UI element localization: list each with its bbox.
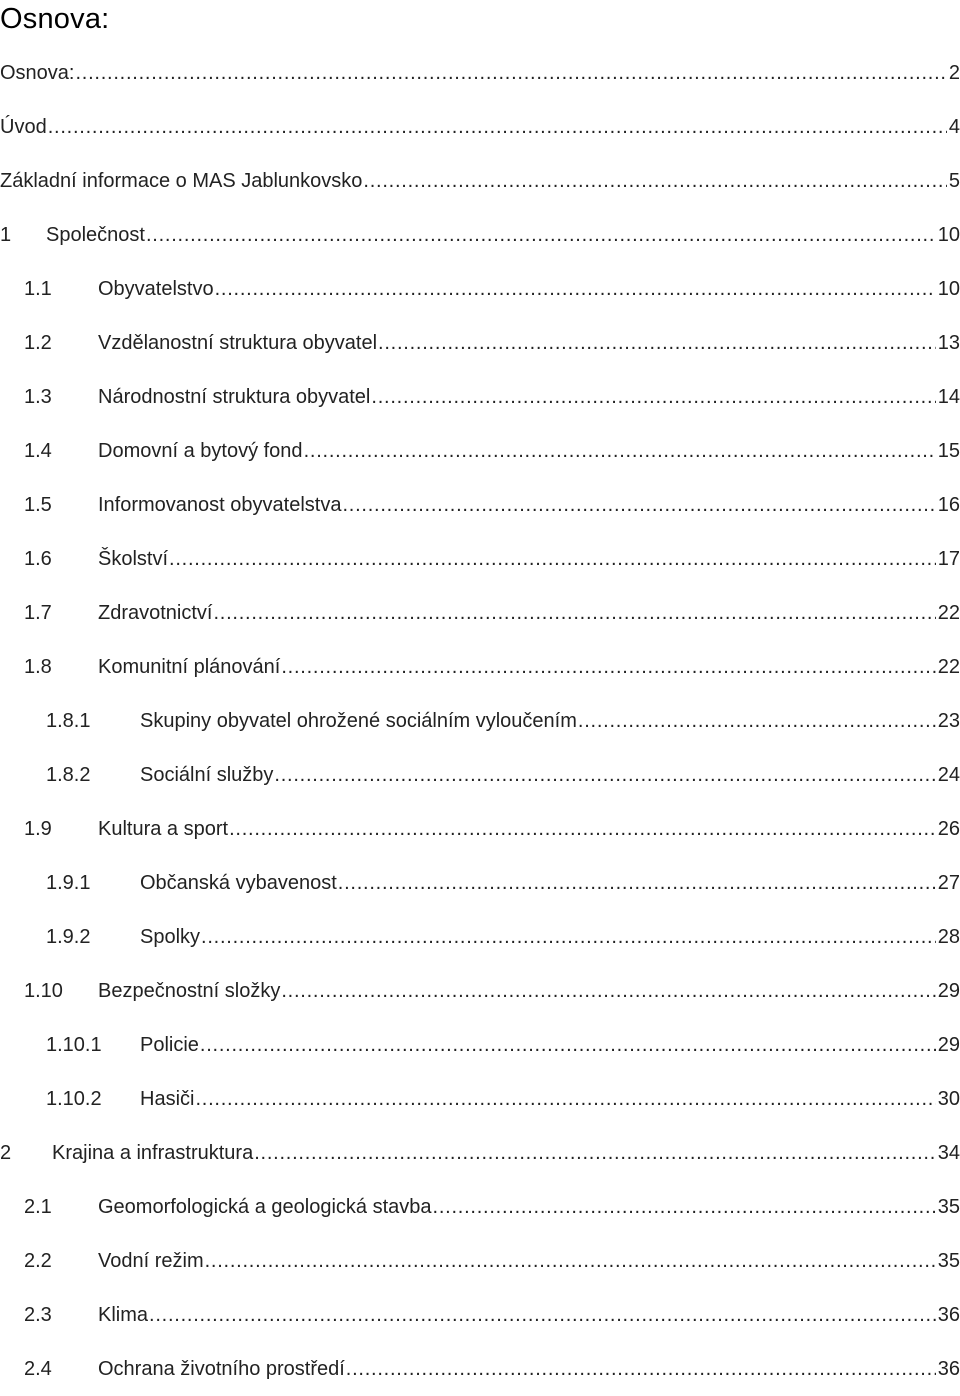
toc-entry-page: 14 (937, 386, 960, 408)
dot-leader (274, 763, 935, 787)
toc-entry-title: Policie (140, 1034, 199, 1056)
toc-entry-number: 1.5 (24, 494, 52, 516)
toc-entry-page: 22 (937, 602, 960, 624)
toc-entry[interactable] (0, 640, 960, 694)
dot-leader (371, 385, 935, 409)
toc-entry-number: 2.2 (24, 1250, 52, 1272)
toc-entry-page: 36 (937, 1358, 960, 1380)
dot-leader (378, 331, 936, 355)
toc-entry-number: 1.8.1 (46, 710, 91, 732)
dot-leader (578, 709, 936, 733)
toc-entry-page: 2 (948, 62, 960, 84)
toc-entry-title: Klima (98, 1304, 149, 1326)
dot-leader (229, 817, 936, 841)
toc-entry-number: 1.10.2 (46, 1088, 102, 1110)
toc-entry[interactable] (0, 532, 960, 586)
toc-entry-page: 16 (937, 494, 960, 516)
toc-entry-number: 1.7 (24, 602, 52, 624)
toc-entry[interactable] (0, 964, 960, 1018)
toc-entry-page: 13 (937, 332, 960, 354)
toc-entry-page: 35 (937, 1250, 960, 1272)
toc-entry-number: 2 (0, 1142, 12, 1164)
dot-leader (338, 871, 936, 895)
dot-leader (169, 547, 936, 571)
toc-entry-number: 1.1 (24, 278, 52, 300)
toc-entry-number: 1.6 (24, 548, 52, 570)
toc-entry[interactable] (0, 208, 960, 262)
toc-entry-number: 1.10.1 (46, 1034, 102, 1056)
toc-entry-number: 1.4 (24, 440, 52, 462)
toc-entry-title: Osnova: (0, 62, 75, 84)
toc-entry-title: Skupiny obyvatel ohrožené sociálním vyloučením (140, 710, 577, 732)
toc-entry-title: Domovní a bytový fond (98, 440, 303, 462)
toc-entry-title: Hasiči (140, 1088, 195, 1110)
toc-entry-page: 17 (937, 548, 960, 570)
toc-entry-page: 23 (937, 710, 960, 732)
page-title: Osnova: (0, 3, 110, 35)
toc-entry-number: 1.10 (24, 980, 63, 1002)
toc-entry-page: 36 (937, 1304, 960, 1326)
toc-entry-number: 1.2 (24, 332, 52, 354)
dot-leader (342, 493, 935, 517)
toc-entry[interactable] (0, 694, 960, 748)
toc-entry[interactable] (0, 370, 960, 424)
toc-entry-title: Základní informace o MAS Jablunkovsko (0, 170, 363, 192)
table-of-contents (0, 46, 960, 1396)
toc-entry-page: 24 (937, 764, 960, 786)
dot-leader (254, 1141, 936, 1165)
toc-entry-title: Krajina a infrastruktura (52, 1142, 254, 1164)
toc-entry-page: 29 (937, 980, 960, 1002)
toc-entry-title: Geomorfologická a geologická stavba (98, 1196, 432, 1218)
dot-leader (213, 601, 935, 625)
dot-leader (195, 1087, 935, 1111)
dot-leader (200, 1033, 936, 1057)
toc-entry-number: 2.3 (24, 1304, 52, 1326)
toc-entry[interactable] (0, 586, 960, 640)
toc-entry-title: Zdravotnictví (98, 602, 213, 624)
toc-entry[interactable] (0, 1180, 960, 1234)
toc-entry-page: 34 (937, 1142, 960, 1164)
dot-leader (281, 979, 935, 1003)
toc-entry-title: Spolky (140, 926, 201, 948)
toc-entry-number: 2.4 (24, 1358, 52, 1380)
toc-entry-page: 10 (937, 224, 960, 246)
dot-leader (281, 655, 935, 679)
toc-entry-title: Národnostní struktura obyvatel (98, 386, 371, 408)
toc-entry[interactable] (0, 46, 960, 100)
dot-leader (215, 277, 936, 301)
toc-entry-number: 1.8.2 (46, 764, 91, 786)
toc-entry-title: Obyvatelstvo (98, 278, 214, 300)
toc-entry[interactable] (0, 424, 960, 478)
toc-entry[interactable] (0, 856, 960, 910)
toc-entry[interactable] (0, 478, 960, 532)
toc-entry[interactable] (0, 154, 960, 208)
toc-entry-number: 1 (0, 224, 12, 246)
toc-entry-title: Školství (98, 548, 169, 570)
toc-entry-title: Komunitní plánování (98, 656, 281, 678)
dot-leader (363, 169, 946, 193)
toc-entry[interactable] (0, 1126, 960, 1180)
dot-leader (201, 925, 936, 949)
dot-leader (346, 1357, 936, 1381)
toc-entry-number: 1.9.1 (46, 872, 91, 894)
toc-entry-title: Občanská vybavenost (140, 872, 337, 894)
toc-entry-page: 5 (948, 170, 960, 192)
dot-leader (146, 223, 936, 247)
toc-entry[interactable] (0, 262, 960, 316)
dot-leader (75, 61, 946, 85)
toc-entry-number: 1.3 (24, 386, 52, 408)
toc-entry-page: 10 (937, 278, 960, 300)
toc-entry-page: 29 (937, 1034, 960, 1056)
dot-leader (149, 1303, 936, 1327)
toc-entry[interactable] (0, 100, 960, 154)
dot-leader (48, 115, 947, 139)
toc-entry-title: Vzdělanostní struktura obyvatel (98, 332, 378, 354)
toc-entry[interactable] (0, 1342, 960, 1396)
toc-entry-title: Ochrana životního prostředí (98, 1358, 345, 1380)
toc-entry[interactable] (0, 1018, 960, 1072)
toc-entry[interactable] (0, 748, 960, 802)
toc-entry[interactable] (0, 316, 960, 370)
toc-entry[interactable] (0, 802, 960, 856)
toc-entry[interactable] (0, 1072, 960, 1126)
dot-leader (304, 439, 936, 463)
toc-entry-page: 26 (937, 818, 960, 840)
toc-entry-page: 22 (937, 656, 960, 678)
toc-entry-title: Vodní režim (98, 1250, 204, 1272)
toc-entry-page: 35 (937, 1196, 960, 1218)
toc-entry-page: 30 (937, 1088, 960, 1110)
toc-entry-page: 28 (937, 926, 960, 948)
toc-entry-title: Kultura a sport (98, 818, 229, 840)
toc-entry-page: 27 (937, 872, 960, 894)
toc-entry[interactable] (0, 1288, 960, 1342)
toc-entry-number: 2.1 (24, 1196, 52, 1218)
toc-entry-title: Společnost (46, 224, 145, 246)
toc-entry[interactable] (0, 910, 960, 964)
dot-leader (205, 1249, 936, 1273)
toc-entry-number: 1.8 (24, 656, 52, 678)
toc-entry-page: 4 (948, 116, 960, 138)
toc-entry-title: Informovanost obyvatelstva (98, 494, 342, 516)
toc-entry-number: 1.9 (24, 818, 52, 840)
toc-entry-page: 15 (937, 440, 960, 462)
toc-entry-title: Sociální služby (140, 764, 274, 786)
toc-entry-title: Bezpečnostní složky (98, 980, 281, 1002)
toc-entry[interactable] (0, 1234, 960, 1288)
dot-leader (433, 1195, 936, 1219)
toc-entry-title: Úvod (0, 116, 47, 138)
toc-entry-number: 1.9.2 (46, 926, 91, 948)
